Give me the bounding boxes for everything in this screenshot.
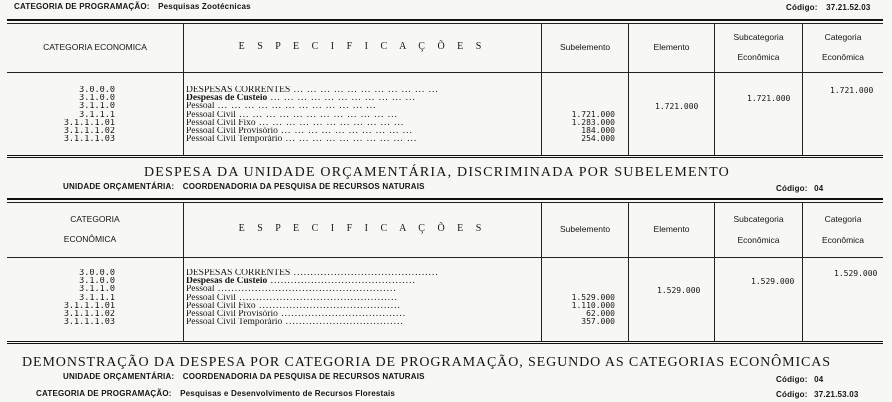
subelemento-column (543, 86, 615, 143)
header-categoria-2: Econômica (821, 235, 865, 245)
budget-unit-code-label: Código: (776, 375, 808, 384)
leader-dots: ... ... ... ... ... ... ... ... ... ... (282, 135, 418, 144)
leader-dots: ........................................... (267, 277, 416, 286)
subelemento-column (543, 269, 615, 326)
leader-dots: ............................................... (235, 293, 398, 302)
description-text: Pessoal (186, 102, 215, 111)
program-code-label: Código: (776, 390, 808, 399)
description-text: Pessoal (186, 285, 215, 294)
header-elemento: Elemento (653, 224, 690, 234)
program-category-label: CATEGORIA DE PROGRAMAÇÃO: (14, 2, 150, 11)
description-row (186, 318, 538, 326)
code-cell: 3.1.1.1.03 (63, 135, 115, 144)
program-code-label: Código: (786, 3, 818, 12)
subcategoria-value: 1.721.000 (747, 94, 791, 103)
code-cell: 3.1.1.0 (79, 102, 115, 111)
program-code-value: 37.21.53.03 (814, 390, 859, 399)
description-text: Pessoal Civil Temporário (186, 135, 283, 144)
budget-unit-code (776, 184, 823, 193)
budget-unit-value: COORDENADORIA DA PESQUISA DE RECURSOS NATURAIS (182, 182, 425, 191)
program-category-label: CATEGORIA DE PROGRAMAÇÃO: (36, 389, 172, 398)
leader-dots: .......................................... (255, 301, 401, 310)
table-rule (7, 257, 883, 258)
header-especificacoes: E S P E C I F I C A Ç Õ E S (238, 41, 487, 52)
subcategoria-value: 1.529.000 (751, 277, 795, 286)
subelemento-value: 357.000 (581, 318, 615, 327)
header-subcategoria-2: Econômica (737, 52, 780, 62)
description-column (186, 269, 538, 326)
budget-unit-code-value: 04 (814, 184, 824, 193)
leader-dots: ................................... (282, 318, 404, 327)
leader-dots: ... ... ... ... ... ... ... ... ... ... (277, 126, 413, 136)
description-row (186, 102, 538, 110)
elemento-value: 1.721.000 (655, 102, 699, 111)
leader-dots: ... ... ... ... ... ... ... ... ... ... ... (267, 94, 416, 103)
description-text: Pessoal Civil Temporário (186, 318, 283, 327)
program-category-value: Pesquisas Zootécnicas (158, 2, 251, 11)
code-cell: 3.1.1.1 (79, 293, 115, 302)
description-text: DESPESAS CORRENTES (186, 86, 291, 95)
description-text: Pessoal Civil Provisório (186, 309, 278, 319)
subelemento-value: 254.000 (581, 135, 615, 144)
budget-unit-code-2 (776, 375, 823, 384)
subelemento-value: 62.000 (586, 309, 615, 318)
leader-dots: ... ... ... ... ... ... ... ... ... ... ... ... (214, 102, 377, 111)
code-cell: 3.1.0.0 (79, 94, 115, 103)
code-cell: 3.0.0.0 (79, 86, 115, 95)
description-text: Despesas de Custeio (186, 277, 268, 286)
subelemento-value: 184.000 (581, 126, 615, 135)
leader-dots: ... ... ... ... ... ... ... ... ... ... ... (255, 118, 405, 127)
budget-unit-line-2 (63, 372, 425, 381)
header-elemento: Elemento (653, 42, 690, 52)
description-row (186, 119, 538, 127)
budget-unit-code-value: 04 (814, 375, 824, 384)
budget-unit-label: UNIDADE ORÇAMENTÁRIA: (63, 372, 175, 381)
header-subelemento: Subelemento (559, 42, 611, 52)
code-cell: 3.0.0.0 (79, 269, 115, 278)
header-categoria-economica: CATEGORIA (70, 214, 120, 224)
description-row (186, 310, 538, 318)
leader-dots: ..................................... (277, 309, 407, 319)
program-category-value: Pesquisas e Desenvolvimento de Recursos Florestais (180, 389, 396, 398)
program-code-2 (776, 390, 859, 399)
code-cell: 3.1.1.1.02 (63, 309, 115, 319)
description-text: Pessoal Civil (186, 110, 236, 119)
table-rule (7, 19, 883, 21)
header-categoria: Categoria (824, 214, 862, 224)
description-row (186, 285, 538, 293)
code-cell: 3.1.1.1.01 (63, 118, 115, 127)
code-cell: 3.1.1.1.03 (63, 318, 115, 327)
program-category-line-2 (36, 389, 395, 398)
description-column (186, 86, 538, 143)
subelemento-value: 1.283.000 (571, 118, 615, 127)
categoria-value: 1.529.000 (834, 269, 878, 278)
table-rule (7, 72, 883, 73)
description-row (186, 111, 538, 119)
header-especificacoes: E S P E C I F I C A Ç Õ E S (238, 223, 487, 234)
description-text: DESPESAS CORRENTES (186, 269, 291, 278)
header-categoria-economica: CATEGORIA ECONOMICA (43, 42, 147, 52)
description-text: Pessoal Civil Fixo (186, 301, 256, 310)
leader-dots: ..................................................... (214, 285, 397, 294)
description-text: Pessoal Civil Fixo (186, 118, 256, 127)
description-row (186, 269, 538, 277)
budget-unit-label: UNIDADE ORÇAMENTÁRIA: (63, 182, 175, 191)
table-rule (7, 155, 883, 158)
description-text: Pessoal Civil (186, 293, 236, 302)
description-row (186, 277, 538, 285)
elemento-value: 1.529.000 (657, 286, 701, 295)
program-code-value: 37.21.52.03 (826, 3, 871, 12)
table-rule (7, 23, 883, 24)
subelemento-value: 1.721.000 (571, 110, 615, 119)
code-cell: 3.1.1.1.01 (63, 301, 115, 310)
code-column (20, 269, 115, 326)
subelemento-value: 1.110.000 (571, 301, 615, 310)
code-cell: 3.1.0.0 (79, 277, 115, 286)
program-code (786, 3, 871, 12)
code-cell: 3.1.1.1.02 (63, 126, 115, 136)
description-text: Despesas de Custeio (186, 94, 268, 103)
header-categoria-economica-2: ECONÔMICA (63, 234, 117, 244)
description-row (186, 94, 538, 102)
code-column (20, 86, 115, 143)
header-subcategoria: Subcategoria (733, 214, 784, 224)
subelemento-value: 1.529.000 (571, 293, 615, 302)
header-subcategoria-2: Econômica (737, 235, 780, 245)
header-subelemento: Subelemento (559, 224, 611, 234)
header-categoria-2: Econômica (821, 52, 865, 62)
description-text: Pessoal Civil Provisório (186, 126, 278, 136)
table-rule (7, 198, 883, 200)
categoria-value: 1.721.000 (830, 86, 874, 95)
description-row (186, 135, 538, 143)
description-row (186, 294, 538, 302)
description-row (186, 302, 538, 310)
section-title-demonstracao: DEMONSTRAÇÃO DA DESPESA POR CATEGORIA DE PROGRAMAÇÃO, SEGUNDO AS CATEGORIAS ECONÔMICAS (22, 355, 831, 370)
header-categoria: Categoria (824, 32, 862, 42)
leader-dots: ... ... ... ... ... ... ... ... ... ... ... ... (235, 110, 398, 119)
budget-unit-line (63, 182, 425, 191)
program-category-line (14, 2, 251, 11)
table-rule (7, 202, 883, 203)
header-subcategoria: Subcategoria (733, 32, 784, 42)
code-cell: 3.1.1.1 (79, 110, 115, 119)
code-cell: 3.1.1.0 (79, 285, 115, 294)
leader-dots: ... ... ... ... ... ... ... ... ... ... ... (290, 86, 439, 95)
description-row (186, 127, 538, 135)
description-row (186, 86, 538, 94)
table-rule (7, 341, 883, 344)
section-title-subelemento: DESPESA DA UNIDADE ORÇAMENTÁRIA, DISCRIMINADA POR SUBELEMENTO (144, 165, 730, 180)
leader-dots: ........................................... (290, 269, 439, 278)
budget-unit-value: COORDENADORIA DA PESQUISA DE RECURSOS NATURAIS (182, 372, 425, 381)
budget-unit-code-label: Código: (776, 184, 808, 193)
